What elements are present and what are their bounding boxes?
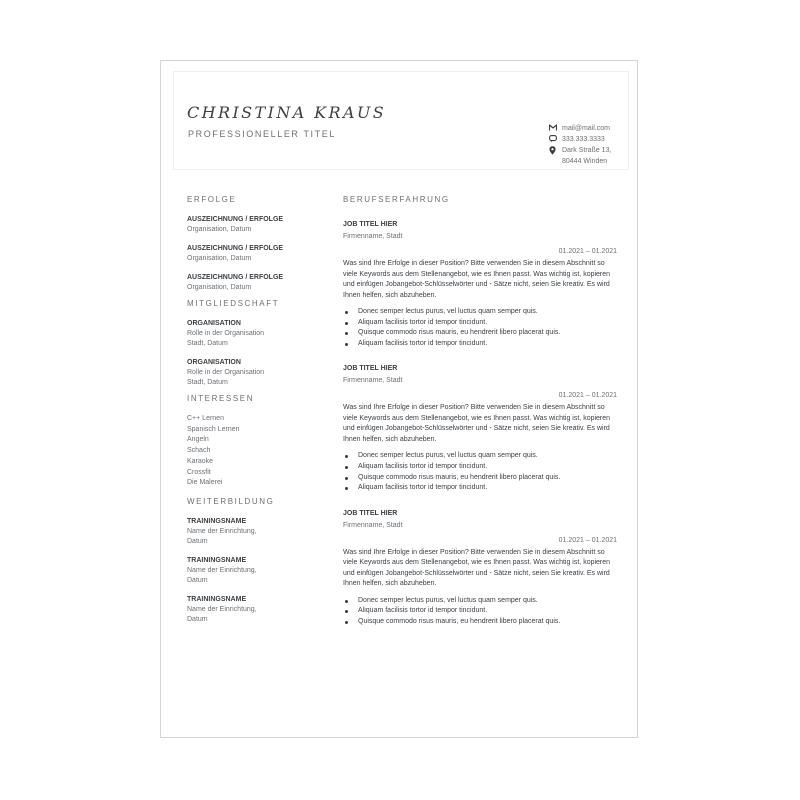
mail-icon	[548, 123, 557, 133]
award-sub: Organisation, Datum	[187, 255, 252, 262]
interest-item: Angeln	[187, 436, 209, 444]
interest-item: Schach	[187, 447, 211, 455]
bullet-item: Quisque commodo risus mauris, eu hendrerit libero placerat quis.	[343, 473, 617, 484]
interest-item: Die Malerei	[187, 479, 223, 487]
job-company: Firmenname, Stadt	[343, 521, 403, 529]
contact-address	[548, 145, 611, 167]
award-title: AUSZEICHNUNG / ERFOLGE	[187, 245, 284, 252]
job-date: 01.2021 – 01.2021	[558, 392, 617, 400]
interest-item: C++ Lernen	[187, 415, 224, 422]
job-date: 01.2021 – 01.2021	[558, 248, 617, 255]
section-interessen	[187, 394, 307, 489]
training-sub: Name der Einrichtung, Datum	[187, 527, 257, 545]
award-sub: Organisation, Datum	[187, 284, 252, 291]
job-bullets	[343, 451, 617, 493]
job-description: Was sind Ihre Erfolge in dieser Position? Bitte verwenden Sie in diesem Abschnitt so viele Keywords aus dem Stellenangebot, wie es Ihnen passt. Was wichtig ist, kopieren und einfügen Jobangebot-Schlüsselwörter und - Sätze nicht, seien Sie kreativ. Es wird Ihnen helfen, sich abzuheben.	[343, 548, 611, 588]
training-title: TRAININGSNAME	[187, 517, 247, 525]
award-title: AUSZEICHNUNG / ERFOLGE	[187, 216, 284, 223]
bullet-item: Aliquam facilisis tortor id tempor tincidunt.	[343, 462, 617, 473]
job-entry	[343, 509, 617, 628]
section-title: INTERESSEN	[187, 394, 255, 403]
job-company: Firmenname, Stadt	[343, 233, 403, 240]
section-erfolge	[187, 195, 307, 293]
contact-email[interactable]	[548, 123, 611, 134]
job-description: Was sind Ihre Erfolge in dieser Position? Bitte verwenden Sie in diesem Abschnitt so viele Keywords aus dem Stellenangebot, wie es Ihnen passt. Was wichtig ist, kopieren und einfügen Jobangebot-Schlüsselwörter und - Sätze nicht, seien Sie kreativ. Es wird Ihnen helfen, sich abzuheben.	[343, 404, 611, 443]
job-title: JOB TITEL HIER	[343, 509, 398, 517]
person-name: CHRISTINA KRAUS	[187, 103, 387, 122]
membership-sub: Rolle in der Organisation Stadt, Datum	[187, 369, 265, 386]
location-pin-icon	[548, 145, 557, 155]
award-sub: Organisation, Datum	[187, 226, 252, 233]
bullet-item: Aliquam facilisis tortor id tempor tincidunt.	[343, 318, 617, 329]
phone-text: 333.333.3333	[562, 136, 605, 143]
professional-title: PROFESSIONELLER TITEL	[188, 129, 336, 139]
section-title: WEITERBILDUNG	[187, 496, 275, 506]
job-bullets	[343, 307, 617, 349]
training-title: TRAININGSNAME	[187, 595, 247, 603]
left-column	[187, 195, 307, 634]
award-entry	[187, 273, 307, 293]
interest-item: Spanisch Lernen	[187, 425, 240, 433]
award-title: AUSZEICHNUNG / ERFOLGE	[187, 274, 284, 281]
contact-block	[548, 123, 611, 167]
job-entry	[343, 220, 617, 349]
bullet-item: Aliquam facilisis tortor id tempor tincidunt.	[343, 483, 617, 494]
training-entry	[187, 595, 307, 625]
job-bullets	[343, 596, 617, 628]
section-title: ERFOLGE	[187, 195, 237, 204]
training-sub: Name der Einrichtung, Datum	[187, 605, 257, 623]
chat-icon	[548, 134, 557, 144]
bullet-item: Donec semper lectus purus, vel luctus quam semper quis.	[343, 596, 617, 607]
bullet-item: Donec semper lectus purus, vel luctus quam semper quis.	[343, 307, 617, 318]
section-mitgliedschaft	[187, 299, 307, 388]
training-title: TRAININGSNAME	[187, 556, 247, 564]
award-entry	[187, 215, 307, 235]
membership-title: ORGANISATION	[187, 359, 241, 366]
award-entry	[187, 244, 307, 264]
job-company: Firmenname, Stadt	[343, 377, 403, 385]
address-text: Dark Straße 13, 80444 Winden	[562, 147, 612, 165]
membership-entry	[187, 358, 307, 388]
membership-title: ORGANISATION	[187, 320, 241, 327]
interest-item: Crossfit	[187, 468, 211, 476]
job-title: JOB TITEL HIER	[343, 365, 398, 373]
job-title: JOB TITEL HIER	[343, 221, 398, 228]
training-sub: Name der Einrichtung, Datum	[187, 566, 257, 584]
bullet-item: Quisque commodo risus mauris, eu hendrerit libero placerat quis.	[343, 617, 617, 628]
section-title: MITGLIEDSCHAFT	[187, 299, 280, 308]
training-entry	[187, 517, 307, 547]
resume-page	[160, 60, 638, 738]
section-title-berufserfahrung: BERUFSERFAHRUNG	[343, 195, 450, 204]
bullet-item: Donec semper lectus purus, vel luctus quam semper quis.	[343, 451, 617, 462]
resume-header	[173, 71, 629, 170]
email-text: mail@mail.com	[562, 125, 610, 132]
bullet-item: Quisque commodo risus mauris, eu hendrerit libero placerat quis.	[343, 328, 617, 339]
job-entry	[343, 364, 617, 493]
contact-phone[interactable]	[548, 134, 611, 145]
membership-entry	[187, 319, 307, 349]
job-date: 01.2021 – 01.2021	[558, 536, 617, 544]
training-entry	[187, 556, 307, 586]
job-description: Was sind Ihre Erfolge in dieser Position? Bitte verwenden Sie in diesem Abschnitt so viele Keywords aus dem Stellenangebot, wie es Ihnen passt. Was wichtig ist, kopieren und einfügen Jobangebot-Schlüsselwörter und - Sätze nicht, seien Sie kreativ. Es wird Ihnen helfen, sich abzuheben.	[343, 260, 611, 299]
interest-item: Karaoke	[187, 457, 214, 465]
section-weiterbildung	[187, 497, 307, 625]
membership-sub: Rolle in der Organisation Stadt, Datum	[187, 330, 265, 347]
bullet-item: Aliquam facilisis tortor id tempor tincidunt.	[343, 339, 617, 350]
bullet-item: Aliquam facilisis tortor id tempor tincidunt.	[343, 606, 617, 617]
right-column	[343, 195, 617, 643]
